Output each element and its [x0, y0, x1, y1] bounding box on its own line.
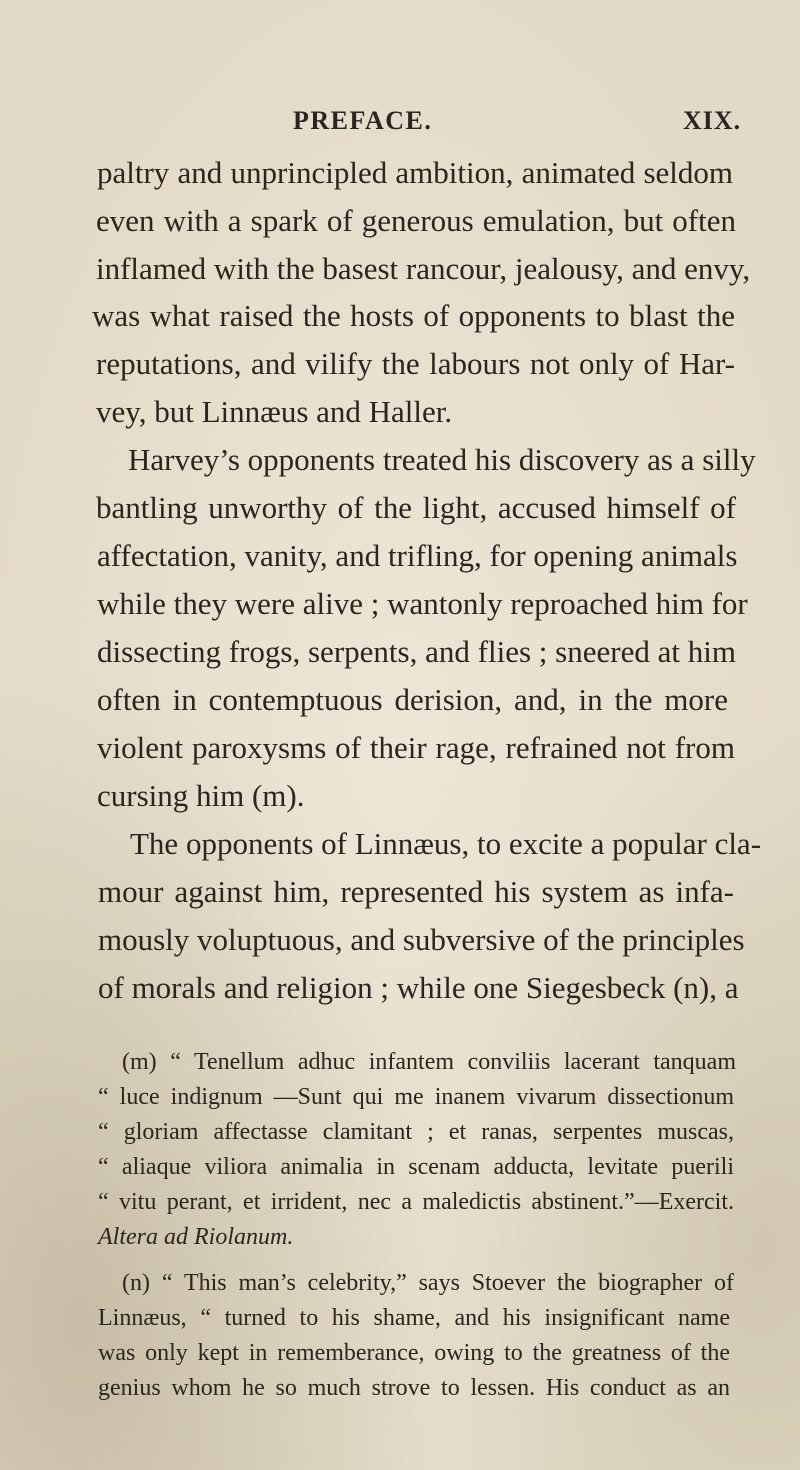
footnote-line: (m) “ Tenellum adhuc infantem conviliis lacerant tanquam: [122, 1049, 736, 1075]
footnote-line: “ vitu perant, et irrident, nec a maledictis abstinent.”—Exercit.: [98, 1189, 734, 1215]
page-number: XIX.: [683, 106, 742, 135]
footnote-line: (n) “ This man’s celebrity,” says Stoever the biographer of: [122, 1270, 734, 1296]
running-header: [0, 106, 800, 146]
text-line: vey, but Linnæus and Haller.: [96, 394, 453, 429]
text-line: The opponents of Linnæus, to excite a popular cla-: [130, 826, 762, 861]
footnote-line: “ luce indignum —Sunt qui me inanem vivarum dissectionum: [98, 1084, 734, 1110]
footnote-line: Linnæus, “ turned to his shame, and his insignificant name: [98, 1305, 730, 1331]
text-line: inflamed with the basest rancour, jealousy, and envy,: [96, 251, 751, 286]
footnote-line: was only kept in rememberance, owing to the greatness of the: [98, 1340, 730, 1366]
text-line: while they were alive ; wantonly reproached him for: [97, 586, 748, 621]
text-line: Harvey’s opponents treated his discovery as a silly: [128, 442, 756, 477]
text-line: cursing him (m).: [97, 778, 305, 813]
text-line: mously voluptuous, and subversive of the principles: [98, 922, 745, 957]
text-line: reputations, and vilify the labours not only of Har-: [96, 346, 735, 381]
text-line: violent paroxysms of their rage, refrained not from: [97, 730, 735, 765]
text-line: bantling unworthy of the light, accused himself of: [96, 490, 736, 525]
footnote-line: Altera ad Riolanum.: [98, 1224, 294, 1250]
footnote-line: genius whom he so much strove to lessen. His conduct as an: [98, 1375, 730, 1401]
text-line: even with a spark of generous emulation, but often: [96, 203, 736, 238]
footnote-line: “ gloriam affectasse clamitant ; et ranas, serpentes muscas,: [98, 1119, 734, 1145]
text-line: of morals and religion ; while one Siegesbeck (n), a: [98, 970, 739, 1005]
text-line: affectation, vanity, and trifling, for opening animals: [97, 538, 738, 573]
text-line: paltry and unprincipled ambition, animated seldom: [97, 155, 733, 190]
footnote-line: “ aliaque viliora animalia in scenam adducta, levitate puerili: [98, 1154, 734, 1180]
running-title: PREFACE.: [293, 106, 433, 135]
text-line: was what raised the hosts of opponents to blast the: [92, 298, 735, 333]
text-line: often in contemptuous derision, and, in the more: [97, 682, 728, 717]
text-line: dissecting frogs, serpents, and flies ; sneered at him: [97, 634, 736, 669]
text-line: mour against him, represented his system as infa-: [98, 874, 734, 909]
